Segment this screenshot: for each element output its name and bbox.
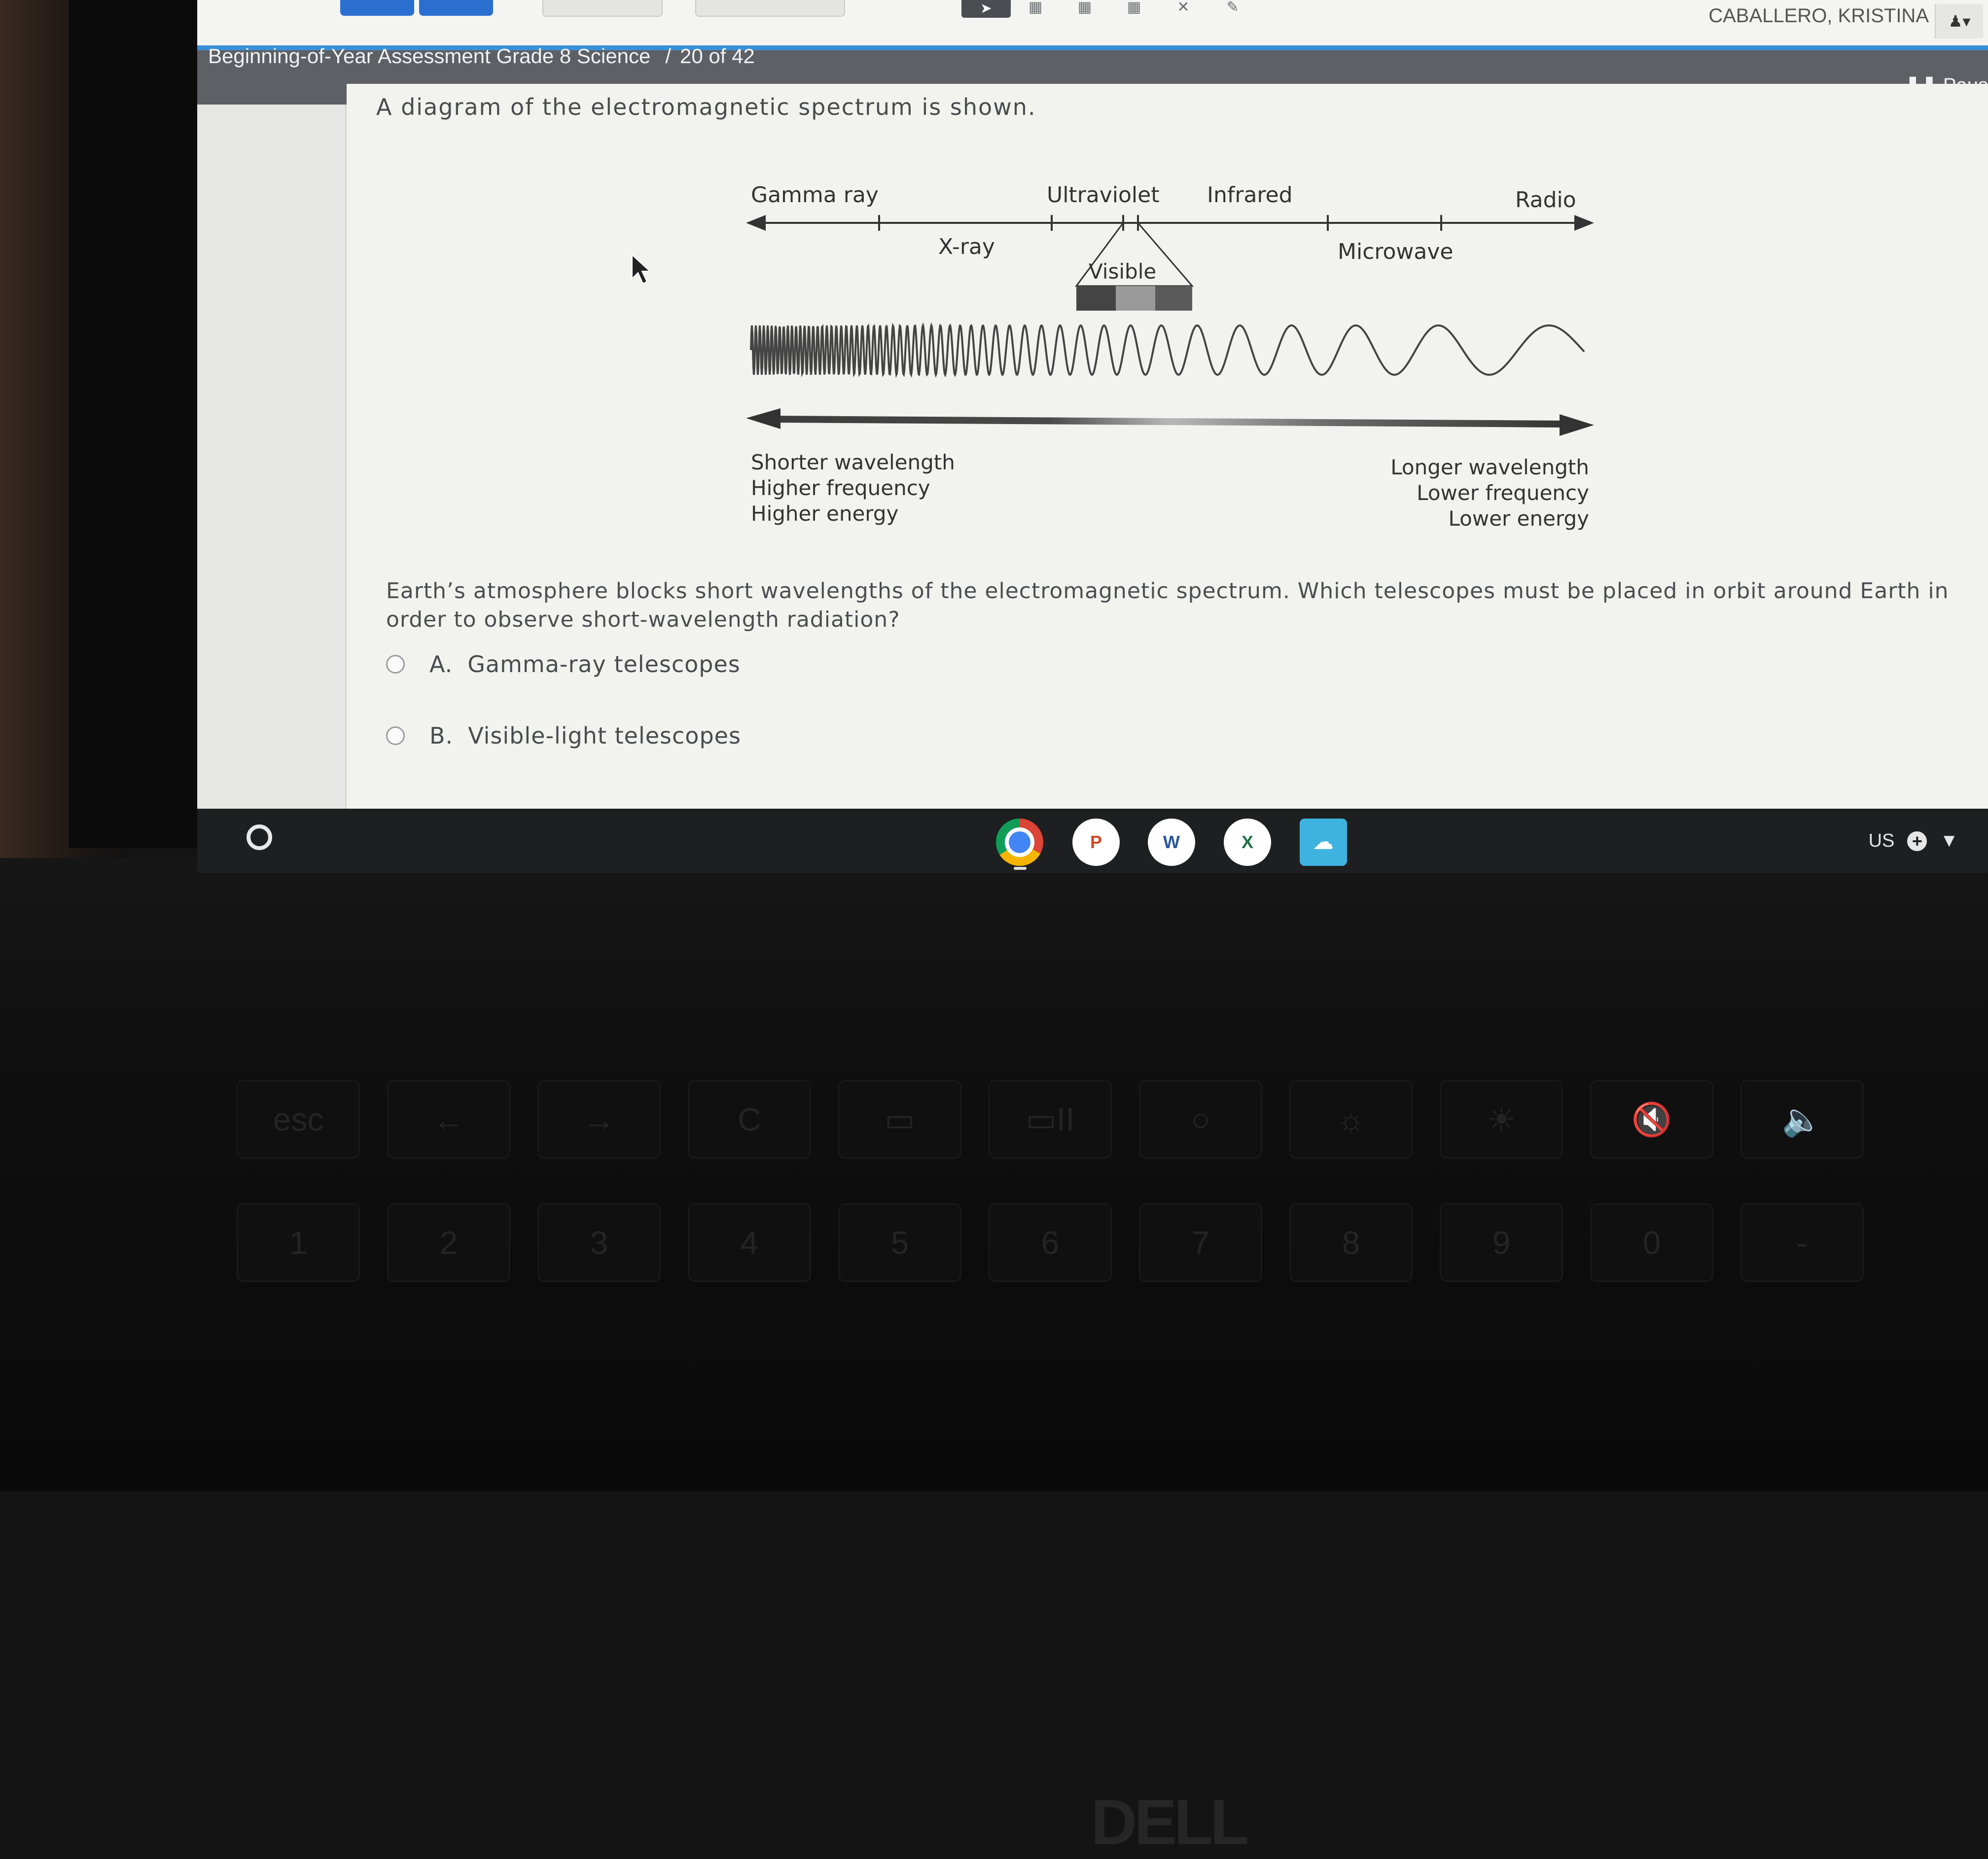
plus-icon[interactable]: + [1907, 831, 1927, 851]
left-property-line: Higher frequency [751, 476, 930, 500]
keyboard-key: 0 [1590, 1203, 1713, 1282]
toolbar-button-primary[interactable] [419, 0, 493, 16]
label-microwave: Microwave [1338, 239, 1454, 264]
visible-band-segment [1076, 286, 1116, 311]
answer-choice-b[interactable] [386, 722, 741, 749]
breadcrumb-separator: / [665, 44, 671, 68]
calculator-icon[interactable]: ▦ [1077, 0, 1092, 16]
breadcrumb [208, 44, 755, 68]
label-ultraviolet: Ultraviolet [1047, 182, 1160, 208]
chrome-icon[interactable] [996, 819, 1043, 866]
em-spectrum-diagram [746, 168, 1594, 552]
choice-text: Gamma-ray telescopes [467, 651, 741, 678]
test-toolbar [197, 0, 1988, 50]
right-property-line: Longer wavelength [1390, 455, 1589, 479]
launcher-icon[interactable] [247, 824, 272, 850]
question-panel [347, 84, 1988, 823]
test-title: Beginning-of-Year Assessment Grade 8 Science [208, 44, 651, 68]
label-infrared: Infrared [1207, 182, 1293, 208]
toolbar-button-primary[interactable] [340, 0, 414, 16]
taskbar-shelf [197, 809, 1988, 873]
function-key-row [237, 1080, 1864, 1159]
question-text: Earth’s atmosphere blocks short wavelengths of the electromagnetic spectrum. Which telescopes must be placed in orbit around Earth in order to observe short-wavelength radiation? [386, 578, 1949, 632]
cloud-app-icon[interactable]: ☁ [1300, 819, 1347, 866]
mouse-cursor-icon [631, 254, 651, 286]
left-gutter [197, 105, 347, 824]
powerpoint-icon[interactable]: P [1072, 819, 1120, 866]
scale-right-arrowhead [1574, 215, 1594, 231]
calculator-icon[interactable]: ▦ [1028, 0, 1043, 16]
pointer-icon[interactable]: ➤ [961, 0, 1011, 18]
scale-left-arrowhead [746, 215, 766, 231]
keyboard-key: 9 [1440, 1203, 1563, 1282]
keyboard-key: 5 [838, 1203, 961, 1282]
keyboard-key: 8 [1289, 1203, 1413, 1282]
running-indicator [1014, 867, 1027, 870]
keyboard-key: esc [237, 1080, 360, 1159]
strikethrough-icon[interactable]: ✕ [1177, 0, 1190, 16]
keyboard-key: → [537, 1080, 661, 1159]
label-x-ray: X-ray [938, 234, 995, 259]
keyboard-key: 1 [237, 1203, 360, 1282]
keyboard-key: 6 [989, 1203, 1112, 1282]
keyboard-key: ▭II [989, 1080, 1112, 1159]
excel-icon[interactable]: X [1224, 819, 1271, 866]
laptop-bezel [69, 0, 217, 848]
person-dropdown-icon[interactable]: ♟▾ [1935, 4, 1983, 38]
dell-logo: DELL [1091, 1786, 1246, 1858]
answer-choice-a[interactable] [386, 651, 741, 678]
question-progress: 20 of 42 [679, 44, 755, 68]
keyboard-key: ▭ [838, 1080, 961, 1159]
number-key-row [237, 1203, 1864, 1282]
keyboard-key: ☀ [1440, 1080, 1563, 1159]
left-property-line: Higher energy [751, 501, 899, 526]
keyboard-key: 🔈 [1740, 1080, 1864, 1159]
keyboard-key: ○ [1139, 1080, 1262, 1159]
label-radio: Radio [1515, 187, 1576, 213]
label-visible: Visible [1089, 259, 1157, 284]
visible-band-segment [1116, 286, 1155, 311]
keyboard-key: 7 [1139, 1203, 1262, 1282]
user-name: CABALLERO, KRISTINA [1708, 5, 1929, 27]
keyboard-key: 4 [688, 1203, 811, 1282]
wavelength-left-arrowhead [746, 408, 781, 429]
question-prompt: A diagram of the electromagnetic spectrum is shown. [376, 94, 1036, 120]
input-method-label: US [1868, 830, 1895, 851]
notepad-icon[interactable]: ✎ [1226, 0, 1239, 16]
keyboard-key: - [1740, 1203, 1864, 1282]
keyboard-key: ← [387, 1080, 510, 1159]
choice-letter: B. [429, 722, 454, 749]
keyboard-key: 🔇 [1590, 1080, 1713, 1159]
wavelength-arrow [771, 419, 1569, 424]
bookmark-button[interactable] [695, 0, 845, 17]
laptop-screen [197, 0, 1988, 873]
wavelength-right-arrowhead [1560, 414, 1594, 436]
toolbar-button[interactable] [542, 0, 663, 17]
right-property-line: Lower frequency [1417, 481, 1589, 505]
keyboard-key: ☼ [1289, 1080, 1413, 1159]
choice-letter: A. [429, 651, 453, 678]
system-tray[interactable] [1869, 830, 1958, 852]
right-property-line: Lower energy [1448, 506, 1589, 531]
grid-icon[interactable]: ▦ [1127, 0, 1141, 16]
left-property-line: Shorter wavelength [751, 450, 955, 474]
word-icon[interactable]: W [1148, 819, 1195, 866]
visible-band-segment [1155, 286, 1192, 311]
wifi-icon: ▼ [1940, 830, 1958, 851]
keyboard-key: 2 [387, 1203, 510, 1282]
label-gamma-ray: Gamma ray [751, 182, 879, 208]
em-wave [751, 325, 1584, 375]
keyboard-deck [0, 858, 1988, 1858]
radio-button[interactable] [386, 726, 405, 745]
keyboard-key: C [688, 1080, 811, 1159]
keyboard-key: 3 [537, 1203, 661, 1282]
radio-button[interactable] [386, 655, 405, 674]
choice-text: Visible-light telescopes [468, 722, 741, 749]
